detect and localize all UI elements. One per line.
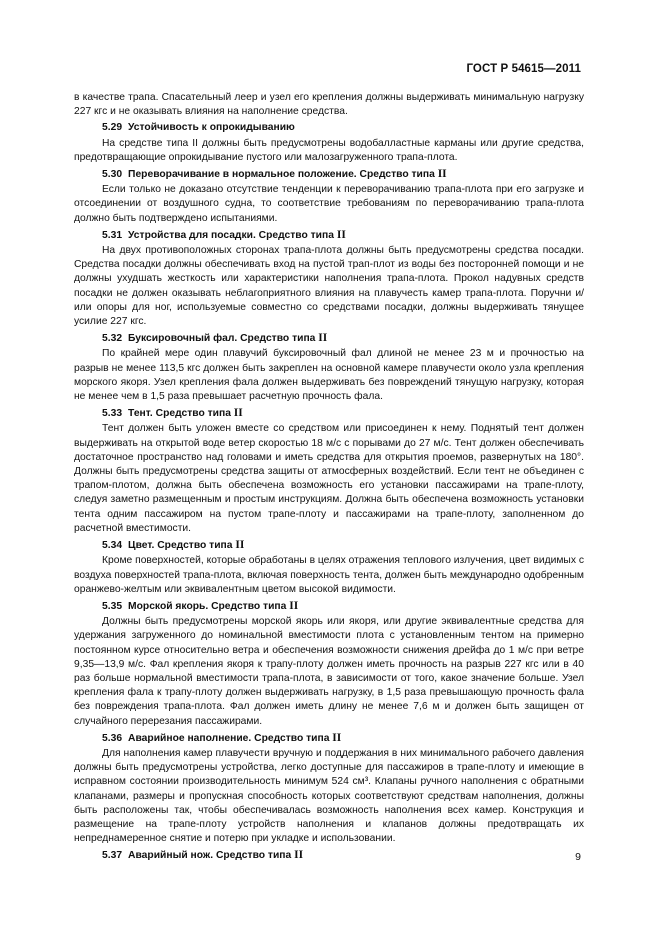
section-text-5-36: Для наполнения камер плавучести вручную и поддержания в них минимального рабочего давления должны быть предусмотрены устройства, легко доступные для пассажиров в трапе-плоту и имеющие в исправном состоянии производительность минимум 524 см³. Клапаны ручного наполнения с обратными клапанами, размеры и пропускная способность которых соответствуют средствам наполнения, должны быть расположены так, чтобы обеспечивалась возможность наполнения всех камер. Конструкция и размещение на трапе-плоту устройств наполнения и клапанов должны предотвращать их непреднамеренное снятие и потерю при укладке и использовании. (74, 747, 584, 845)
section-text-5-32: По крайней мере один плавучий буксировочный фал длиной не менее 23 м и прочностью на разрыв не менее 113,5 кгс должен быть закреплен на основной камере плавучести около узла крепления морского якоря. Узел крепления фала должен выдерживать без повреждений тянущую нагрузку, которая не менее чем в 1,5 раза превышает расчетную прочность фала. (74, 348, 584, 403)
document-body (74, 91, 584, 865)
section-heading-5-37 (74, 848, 584, 863)
section-type: II (235, 539, 245, 552)
section-number: 5.32 (102, 333, 123, 345)
section-type: II (233, 407, 243, 420)
section-type: II (294, 849, 304, 862)
section-text-5-30: Если только не доказано отсутствие тенденции к переворачиванию трапа-плота при его загрузке и отсоединении от воздушного судна, то соответствие требованиям по переворачиванию трапа-плота должно быть подтверждено испытаниями. (74, 184, 584, 224)
section-number: 5.35 (102, 600, 123, 612)
section-type: II (332, 731, 342, 744)
page-number: 9 (575, 851, 581, 863)
section-title: Цвет. Средство типа (128, 540, 233, 552)
section-text-5-35: Должны быть предусмотрены морской якорь или якоря, или другие эквивалентные средства для удержания загруженного до номинальной вместимости плота с установленным тентом на примерно постоянном курсе относительно ветра и обеспечения возможности снижения дрейфа до 1 м/с при ветре 9,35—13,9 м/с. Фал крепления якоря к трапу-плоту должен иметь прочность на разрыв 227 кгс или в 40 раз больше нормальной вместимости трапа-плота, в зависимости от того, какое значение больше. Узел крепления фала к трапу-плоту должен выдерживать нагрузку, в 1,5 раза превышающую прочность фала без повреждения трапа-плота. Фал должен иметь длину не менее 7,6 м и должен быть защищен от случайного перерезания пассажирами. (74, 616, 584, 727)
section-number: 5.33 (102, 408, 123, 420)
section-heading-5-33 (74, 406, 584, 421)
section-number: 5.37 (102, 850, 123, 862)
section-title: Морской якорь. Средство типа (128, 600, 287, 612)
section-title: Устойчивость к опрокидыванию (128, 122, 295, 134)
section-type: II (437, 168, 447, 181)
section-heading-5-32 (74, 331, 584, 346)
section-text-5-33: Тент должен быть уложен вместе со средством или присоединен к нему. Поднятый тент должен выдерживать на открытой воде ветер скоростью 18 м/с с порывами до 27 м/с. Тент должен обеспечивать достаточное пространство над головами и иметь средства для открытия проемов, развернутых на 180°. Должны быть предусмотрены средства защиты от атмосферных воздействий. Если тент не объединен с трапом-плотом, должна быть обеспечена возможность его установки пассажирами на трапе-плоту, следуя заметно размещенным и простым инструкциям. Должна быть обеспечена возможность установки тента одним пассажиром на пустом трапе-плоту и пассажирами на трапе-плоту, заполненном до расчетной вместимости. (74, 423, 584, 534)
section-number: 5.30 (102, 169, 123, 181)
section-heading-5-29 (74, 121, 584, 135)
document-id: ГОСТ Р 54615—2011 (466, 63, 581, 75)
section-number: 5.36 (102, 732, 123, 744)
section-text-5-34: Кроме поверхностей, которые обработаны в целях отражения теплового излучения, цвет видимых с воздуха поверхностей трапа-плота, включая поверхность тента, должен быть международно одобренным оранжево-желтым или эквивалентным цветом высокой видимости. (74, 555, 584, 595)
section-text-5-29: На средстве типа II должны быть предусмотрены водобалластные карманы или другие средства, предотвращающие опрокидывание пустого или малозагруженного трапа-плота. (74, 137, 584, 163)
section-title: Тент. Средство типа (128, 408, 231, 420)
section-title: Переворачивание в нормальное положение. Средство типа (128, 169, 435, 181)
section-number: 5.34 (102, 540, 123, 552)
section-title: Устройства для посадки. Средство типа (128, 229, 334, 241)
intro-paragraph: в качестве трапа. Спасательный леер и узел его крепления должны выдерживать минимальную нагрузку 227 кгс и не оказывать влияния на наполнение средства. (74, 92, 584, 118)
section-heading-5-36 (74, 731, 584, 746)
section-heading-5-30 (74, 167, 584, 182)
section-type: II (289, 599, 299, 612)
section-type: II (336, 228, 346, 241)
section-heading-5-31 (74, 228, 584, 243)
section-heading-5-34 (74, 538, 584, 553)
section-title: Аварийное наполнение. Средство типа (128, 732, 330, 744)
section-title: Аварийный нож. Средство типа (128, 850, 292, 862)
section-heading-5-35 (74, 599, 584, 614)
section-title: Буксировочный фал. Средство типа (128, 333, 316, 345)
section-type: II (318, 332, 328, 345)
section-text-5-31: На двух противоположных сторонах трапа-плота должны быть предусмотрены средства посадки. Средства посадки должны обеспечивать вход на пустой трап-плот из воды без посторонней помощи и не должны ухудшать жесткость или характеристики наполнения трапа-плота. Прокол надувных средств посадки не должен оказывать неблагоприятного влияния на плавучесть камер трапа-плота. Поручни и/или опоры для ног, используемые совместно со средствами посадки, должны выдерживать тянущее усилие 227 кгс. (74, 245, 584, 328)
section-number: 5.29 (102, 122, 123, 134)
section-number: 5.31 (102, 229, 123, 241)
